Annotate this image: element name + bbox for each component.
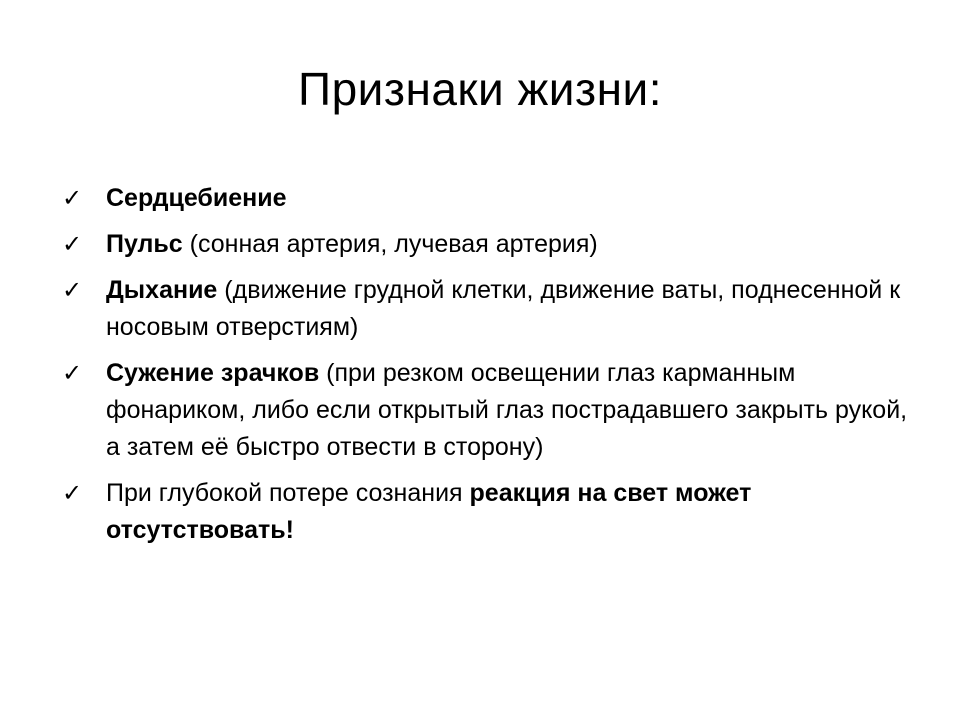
item-bold-text: реакция на свет может отсутствовать!: [106, 479, 752, 544]
checkmark-icon: ✓: [62, 479, 83, 507]
item-text: (движение грудной клетки, движение ваты, поднесенной к носовым отверстиям): [106, 276, 901, 341]
list-item-warning: [62, 475, 912, 549]
checkmark-icon: ✓: [62, 276, 83, 304]
list-item-breathing: [62, 272, 912, 346]
list-item-pupils: [62, 355, 912, 466]
item-bold-text: Сердцебиение: [106, 184, 287, 212]
list-item-heartbeat: [62, 180, 912, 217]
item-bold-text: Дыхание: [106, 276, 218, 304]
item-text: (сонная артерия, лучевая артерия): [182, 230, 598, 258]
checkmark-icon: ✓: [62, 230, 83, 258]
item-bold-text: Сужение зрачков: [106, 359, 320, 387]
signs-list: [62, 180, 912, 558]
item-text: (при резком освещении глаз карманным фонариком, либо если открытый глаз пострадавшего закрыть рукой, а затем её быстро отвести в сторону): [106, 359, 908, 461]
list-item-pulse: [62, 226, 912, 263]
item-text: При глубокой потере сознания: [106, 479, 470, 507]
item-bold-text: Пульс: [106, 230, 183, 258]
checkmark-icon: ✓: [62, 359, 83, 387]
checkmark-icon: ✓: [62, 184, 83, 212]
slide-title: Признаки жизни:: [298, 63, 662, 115]
